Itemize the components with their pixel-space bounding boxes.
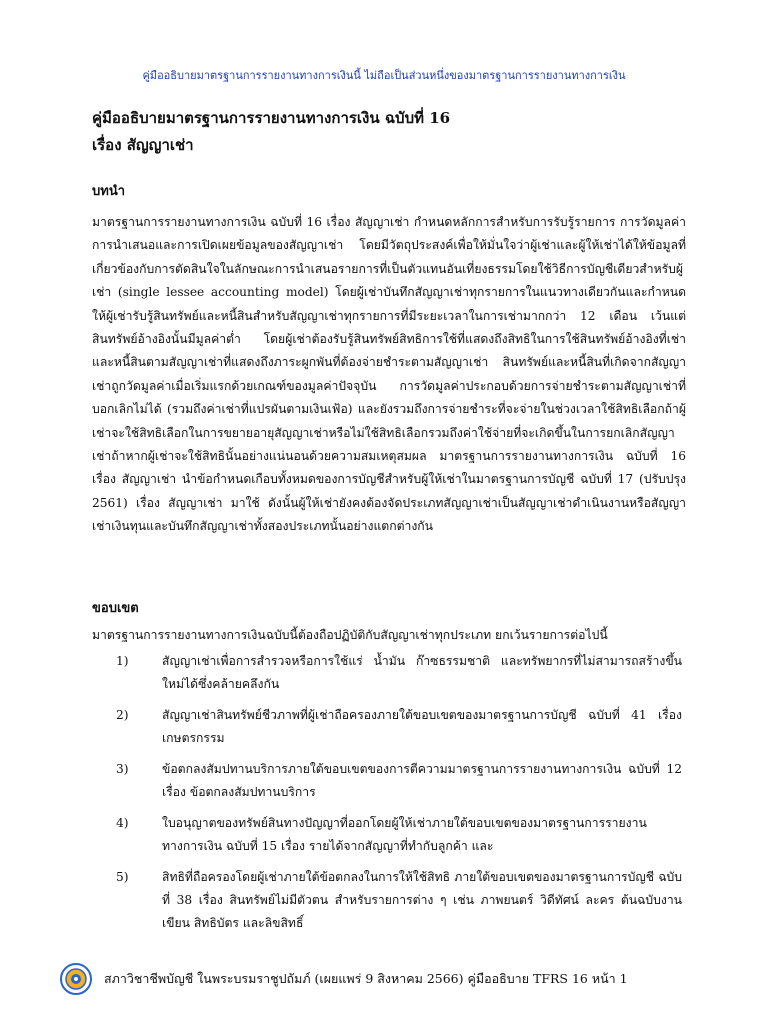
document-title xyxy=(92,105,450,159)
scope-item-number: 3) xyxy=(116,762,129,776)
scope-item xyxy=(92,650,692,696)
scope-item-text: ข้อตกลงสัมปทานบริการภายใต้ขอบเขตของการตีความมาตรฐานการรายงานทางการเงิน ฉบับที่ 12 เรื่อง ข้อตกลงสัมปทานบริการ xyxy=(162,762,682,799)
scope-item-text: ใบอนุญาตของทรัพย์สินทางปัญญาที่ออกโดยผู้ให้เช่าภายใต้ขอบเขตของมาตรฐานการรายงานทางการเงิน ฉบับที่ 15 เรื่อง รายได้จากสัญญาที่ทำกับลูกค้า และ xyxy=(162,816,647,853)
intro-heading: บทนำ xyxy=(92,184,126,199)
scope-item-text: สัญญาเช่าสินทรัพย์ชีวภาพที่ผู้เช่าถือครองภายใต้ขอบเขตของมาตรฐานการบัญชี ฉบับที่ 41 เรื่อง เกษตรกรรม xyxy=(162,708,682,745)
scope-item-text: สิทธิที่ถือครองโดยผู้เช่าภายใต้ข้อตกลงในการให้ใช้สิทธิ ภายใต้ขอบเขตของมาตรฐานการบัญชี ฉบับที่ 38 เรื่อง สินทรัพย์ไม่มีตัวตน สำหรับรายการต่าง ๆ เช่น ภาพยนตร์ วิดีทัศน์ ละคร ต้นฉบับงานเขียน สิทธิบัตร และลิขสิทธิ์ xyxy=(162,870,682,930)
scope-item-number: 2) xyxy=(116,708,129,722)
scope-item xyxy=(92,704,692,750)
scope-item-number: 1) xyxy=(116,654,129,668)
scope-item xyxy=(92,866,692,935)
scope-item-text: สัญญาเช่าเพื่อการสำรวจหรือการใช้แร่ น้ำมัน ก๊าซธรรมชาติ และทรัพยากรที่ไม่สามารถสร้างขึ้นใหม่ได้ซึ่งคล้ายคลึงกัน xyxy=(162,654,682,691)
page-footer xyxy=(60,962,700,996)
scope-intro: มาตรฐานการรายงานทางการเงินฉบับนี้ต้องถือปฏิบัติกับสัญญาเช่าทุกประเภท ยกเว้นรายการต่อไปนี้ xyxy=(92,628,608,642)
title-line-1: คู่มืออธิบายมาตรฐานการรายงานทางการเงิน ฉบับที่ 16 xyxy=(92,109,451,127)
header-disclaimer: คู่มืออธิบายมาตรฐานการรายงานทางการเงินนี้ ไม่ถือเป็นส่วนหนึ่งของมาตรฐานการรายงานทางการเงิน xyxy=(142,69,626,82)
scope-item xyxy=(92,812,692,858)
intro-paragraph: มาตรฐานการรายงานทางการเงิน ฉบับที่ 16 เรื่อง สัญญาเช่า กำหนดหลักการสำหรับการรับรู้รายการ การวัดมูลค่า การนำเสนอและการเปิดเผยข้อมูลของสัญญาเช่า โดยมีวัตถุประสงค์เพื่อให้มั่นใจว่าผู้เช่าและผู้ให้เช่าได้ให้ข้อมูลที่เกี่ยวข้องกับการตัดสินใจในลักษณะการนำเสนอรายการที่เป็นตัวแทนอันเที่ยงธรรมโดยใช้วิธีการบัญชีเดียวสำหรับผู้เช่า (single lessee accounting model) โดยผู้เช่าบันทึกสัญญาเช่าทุกรายการในแนวทางเดียวกันและกำหนดให้ผู้เช่ารับรู้สินทรัพย์และหนี้สินสำหรับสัญญาเช่าทุกรายการที่มีระยะเวลาในการเช่ามากกว่า 12 เดือน เว้นแต่สินทรัพย์อ้างอิงนั้นมีมูลค่าต่ำ โดยผู้เช่าต้องรับรู้สินทรัพย์สิทธิการใช้ที่แสดงถึงสิทธิในการใช้สินทรัพย์อ้างอิงที่เช่าและหนี้สินตามสัญญาเช่าที่แสดงถึงภาระผูกพันที่ต้องจ่ายชำระตามสัญญาเช่า สินทรัพย์และหนี้สินที่เกิดจากสัญญาเช่าถูกวัดมูลค่าเมื่อเริ่มแรกด้วยเกณฑ์ของมูลค่าปัจจุบัน การวัดมูลค่าประกอบด้วยการจ่ายชำระตามสัญญาเช่าที่บอกเลิกไม่ได้ (รวมถึงค่าเช่าที่แปรผันตามเงินเฟ้อ) และยังรวมถึงการจ่ายชำระที่จะจ่ายในช่วงเวลาใช้สิทธิเลือกถ้าผู้เช่าจะใช้สิทธิเลือกในการขยายอายุสัญญาเช่าหรือไม่ใช้สิทธิเลือกรวมถึงค่าใช้จ่ายที่จะเกิดขึ้นในการยกเลิกสัญญาเช่าถ้าหากผู้เช่าจะใช้สิทธินั้นอย่างแน่นอนด้วยความสมเหตุสมผล มาตรฐานการรายงานทางการเงิน ฉบับที่ 16 เรื่อง สัญญาเช่า นำข้อกำหนดเกือบทั้งหมดของการบัญชีสำหรับผู้ให้เช่าในมาตรฐานการบัญชี ฉบับที่ 17 (ปรับปรุง 2561) เรื่อง สัญญาเช่า มาใช้ ดังนั้นผู้ให้เช่ายังคงต้องจัดประเภทสัญญาเช่าเป็นสัญญาเช่าดำเนินงานหรือสัญญาเช่าเงินทุนและบันทึกสัญญาเช่าทั้งสองประเภทนั้นอย่างแตกต่างกัน xyxy=(92,215,686,534)
scope-item-number: 5) xyxy=(116,870,129,884)
scope-item-number: 4) xyxy=(116,816,129,830)
tfac-logo-icon xyxy=(60,963,92,995)
scope-heading: ขอบเขต xyxy=(92,601,139,616)
title-line-2: เรื่อง สัญญาเช่า xyxy=(92,136,194,154)
footer-text: สภาวิชาชีพบัญชี ในพระบรมราชูปถัมภ์ (เผยแพร่ 9 สิงหาคม 2566) คู่มืออธิบาย TFRS 16 หน้า 1 xyxy=(104,971,628,986)
scope-item xyxy=(92,758,692,804)
scope-list xyxy=(92,650,692,943)
